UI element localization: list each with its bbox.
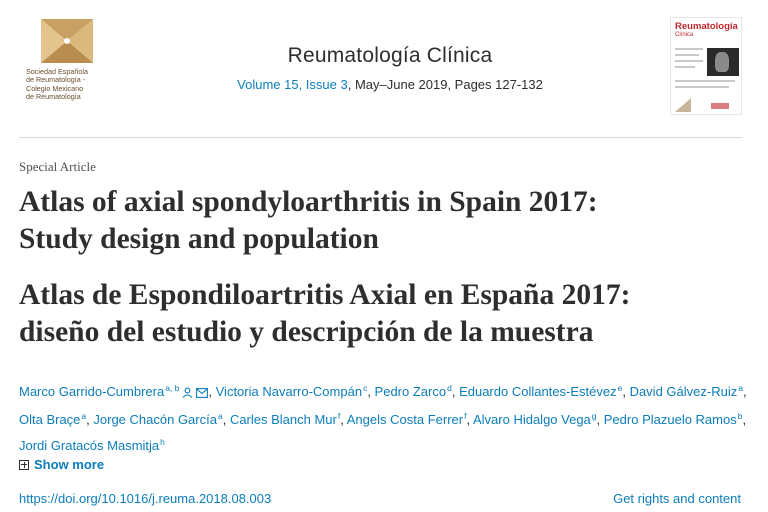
- author-name: Marco Garrido-Cumbrera: [19, 384, 165, 399]
- cover-text-line: [675, 48, 703, 50]
- author-name: Olta Braçe: [19, 412, 81, 427]
- expand-plus-icon: [19, 460, 29, 470]
- title-es-line: Atlas de Espondiloartritis Axial en España 2017:: [19, 279, 631, 311]
- author-separator: ,: [466, 412, 473, 427]
- email-icon[interactable]: [196, 383, 208, 405]
- journal-masthead: [0, 0, 768, 137]
- citation: [180, 77, 600, 92]
- author-separator: ,: [742, 412, 747, 427]
- show-more-button[interactable]: [19, 457, 104, 472]
- author-name: Jordi Gratacós Masmitja: [19, 438, 160, 453]
- author-link[interactable]: [473, 412, 597, 427]
- society-emblem-icon: [37, 17, 97, 65]
- author-link[interactable]: [630, 384, 743, 399]
- author-affiliation: a: [81, 411, 87, 421]
- author-list: [19, 377, 754, 457]
- title-en-line: Study design and population: [19, 223, 379, 255]
- author-link[interactable]: [604, 412, 743, 427]
- cover-text-line: [675, 66, 695, 68]
- society-name-line: Colegio Mexicano: [26, 83, 84, 93]
- author-name: Carles Blanch Mur: [229, 412, 337, 427]
- society-name-line: de Reumatología -: [26, 75, 86, 85]
- author-separator: ,: [222, 412, 230, 427]
- date-pages: , May–June 2019, Pages 127-132: [347, 77, 543, 92]
- cover-badge: [711, 103, 729, 109]
- author-separator: ,: [451, 384, 460, 399]
- article-type: Special Article: [19, 159, 96, 174]
- show-more-label: Show more: [34, 457, 105, 472]
- society-name: [26, 68, 116, 102]
- journal-title[interactable]: Reumatología Clínica: [287, 44, 493, 67]
- cover-text-line: [675, 60, 703, 62]
- title-es-line: diseño del estudio y descripción de la muestra: [19, 316, 594, 348]
- author-name: Eduardo Collantes-Estévez: [459, 384, 617, 399]
- journal-cover-thumbnail[interactable]: [670, 17, 742, 115]
- author-name: Pedro Zarco: [374, 384, 447, 399]
- author-affiliation: g: [591, 411, 597, 421]
- author-affiliation: a: [217, 411, 223, 421]
- author-affiliation: a: [738, 383, 743, 393]
- author-name: Victoria Navarro-Compán: [215, 384, 363, 399]
- author-separator: ,: [596, 412, 604, 427]
- author-affiliation: e: [617, 383, 623, 393]
- society-name-line: Sociedad Española: [26, 67, 88, 76]
- author-name: Pedro Plazuelo Ramos: [603, 412, 737, 427]
- author-affiliation: f: [464, 411, 467, 421]
- author-link[interactable]: [19, 438, 165, 453]
- author-link[interactable]: [375, 384, 452, 399]
- author-affiliation: d: [447, 383, 452, 393]
- cover-text-line: [675, 54, 699, 56]
- author-separator: ,: [208, 384, 216, 399]
- society-name-line: de Reumatología: [26, 92, 81, 102]
- cover-xray-image: [707, 48, 739, 76]
- cover-logo-triangle: [675, 98, 691, 112]
- article-title-english: [19, 184, 749, 258]
- author-affiliation: b: [737, 411, 743, 421]
- volume-issue-link[interactable]: Volume 15, Issue 3: [237, 77, 348, 92]
- author-separator: ,: [367, 384, 375, 399]
- author-separator: ,: [86, 412, 94, 427]
- get-rights-link[interactable]: Get rights and content: [613, 491, 741, 506]
- cover-text-line: [675, 80, 735, 82]
- author-name: Angels Costa Ferrer: [346, 412, 464, 427]
- author-link[interactable]: [216, 384, 368, 399]
- cover-text-line: [675, 86, 729, 88]
- author-name: Alvaro Hidalgo Vega: [472, 412, 591, 427]
- doi-link[interactable]: https://doi.org/10.1016/j.reuma.2018.08.003: [19, 491, 272, 506]
- author-link[interactable]: [230, 412, 340, 427]
- journal-info: [180, 44, 600, 92]
- author-link[interactable]: [459, 384, 622, 399]
- author-link[interactable]: [19, 412, 86, 427]
- author-name: Jorge Chacón García: [93, 412, 217, 427]
- author-separator: ,: [340, 412, 347, 427]
- header-divider: [19, 137, 742, 138]
- society-logo[interactable]: [26, 17, 116, 117]
- author-link[interactable]: [19, 384, 179, 399]
- author-affiliation: a, b: [165, 383, 180, 393]
- author-separator: ,: [622, 384, 630, 399]
- author-affiliation: c: [363, 383, 368, 393]
- cover-subtitle: Clínica: [675, 32, 694, 38]
- author-link[interactable]: [93, 412, 222, 427]
- author-affiliation: f: [337, 411, 341, 421]
- article-title-spanish: [19, 277, 749, 351]
- person-icon[interactable]: [182, 383, 193, 405]
- author-link[interactable]: [347, 412, 467, 427]
- author-affiliation: h: [160, 437, 165, 447]
- author-name: David Gálvez-Ruiz: [629, 384, 738, 399]
- title-en-line: Atlas of axial spondyloarthritis in Spain 2017:: [19, 186, 598, 218]
- cover-title: Reumatología: [675, 21, 738, 32]
- author-separator: ,: [742, 384, 747, 399]
